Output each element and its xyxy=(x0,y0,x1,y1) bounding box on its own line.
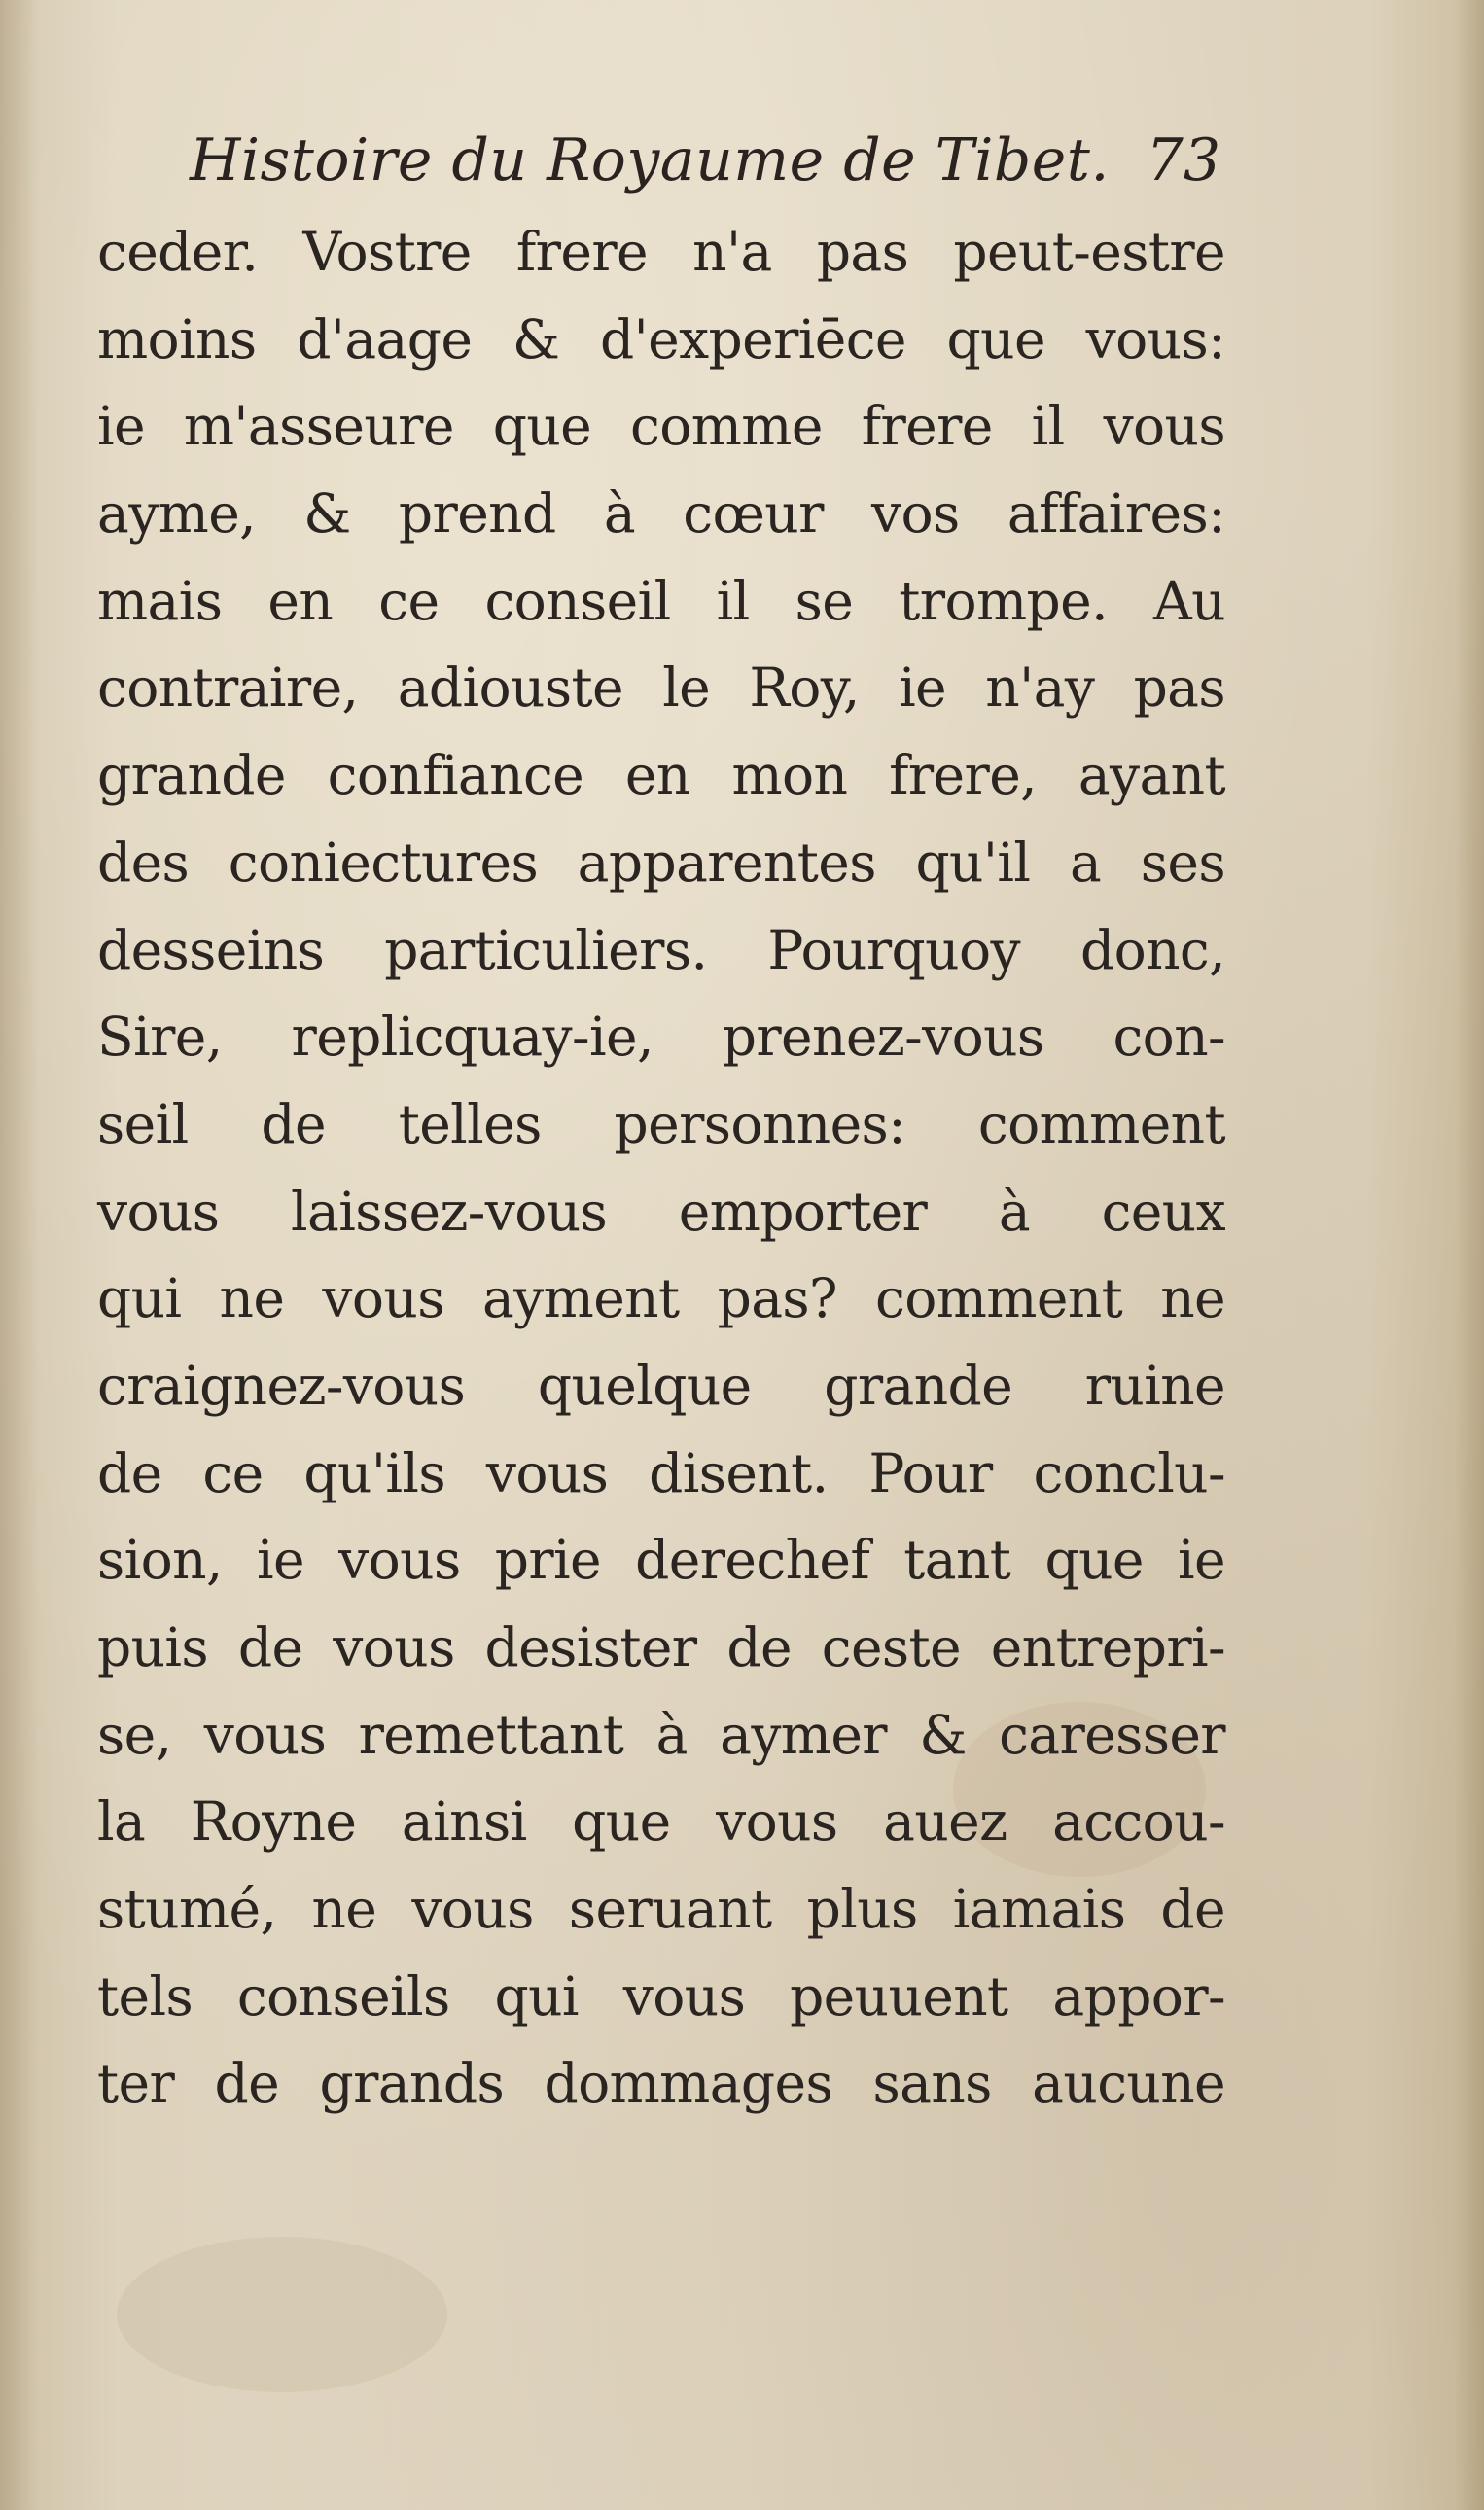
text-line: ie m'asseure que comme frere il vous xyxy=(97,395,1225,458)
paper-stain xyxy=(117,2237,447,2392)
text-line: ter de grands dommages sans aucune xyxy=(97,2052,1225,2115)
page-edge-shadow-right xyxy=(1455,0,1484,2510)
text-line: stumé, ne vous seruant plus iamais de xyxy=(97,1878,1225,1941)
text-line: Sire, replicquay-ie, prenez-vous con- xyxy=(97,1006,1225,1069)
text-line: la Royne ainsi que vous auez accou- xyxy=(97,1790,1225,1854)
text-line: craignez-vous quelque grande ruine xyxy=(97,1354,1225,1417)
text-line: moins d'aage & d'experiēce que vous: xyxy=(97,307,1225,371)
text-line: contraire, adiouste le Roy, ie n'ay pas xyxy=(97,656,1225,720)
text-line: ayme, & prend à cœur vos affaires: xyxy=(97,482,1225,546)
running-title: Histoire du Royaume de Tibet. xyxy=(190,126,1110,194)
text-line: qui ne vous ayment pas? comment ne xyxy=(97,1267,1225,1330)
text-line: sion, ie vous prie derechef tant que ie xyxy=(97,1529,1225,1592)
text-line: ceder. Vostre frere n'a pas peut-estre xyxy=(97,221,1225,283)
text-line: se, vous remettant à aymer & caresser xyxy=(97,1703,1225,1766)
text-line: vous laissez-vous emporter à ceux xyxy=(97,1180,1225,1243)
page-header xyxy=(190,122,1220,199)
text-line: seil de telles personnes: comment xyxy=(97,1092,1225,1155)
text-line: tels conseils qui vous peuuent appor- xyxy=(97,1964,1225,2028)
text-line: grande confiance en mon frere, ayant xyxy=(97,744,1225,807)
text-line: desseins particuliers. Pourquoy donc, xyxy=(97,918,1225,981)
page-edge-shadow-left xyxy=(0,0,39,2510)
body-text xyxy=(97,209,1225,2128)
text-line: mais en ce conseil il se trompe. Au xyxy=(97,569,1225,632)
page-number: 73 xyxy=(1146,126,1220,194)
text-line: des coniectures apparentes qu'il a ses xyxy=(97,831,1225,894)
text-line: de ce qu'ils vous disent. Pour conclu- xyxy=(97,1441,1225,1504)
text-line: puis de vous desister de ceste entrepri- xyxy=(97,1616,1225,1679)
